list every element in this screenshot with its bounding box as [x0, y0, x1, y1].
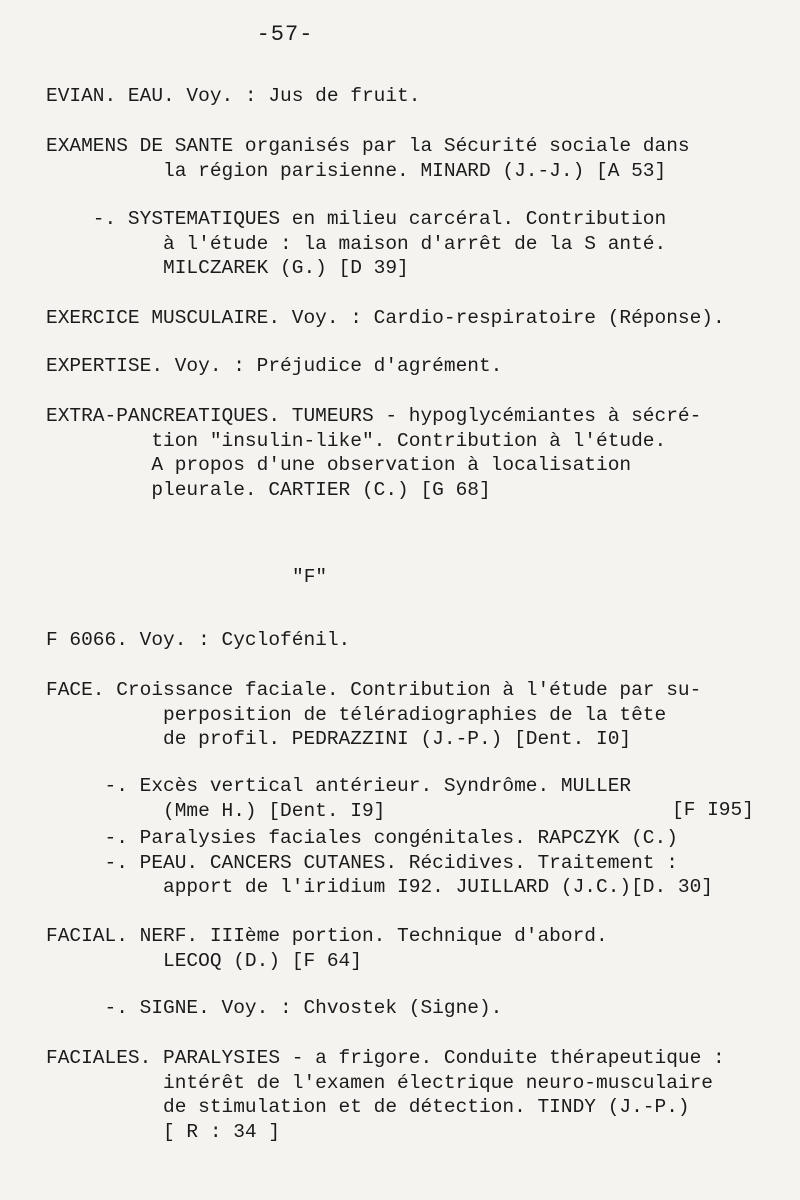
section-letter: "F": [292, 566, 328, 588]
index-entry-signe: -. SIGNE. Voy. : Chvostek (Signe).: [46, 997, 503, 1019]
index-entry-paralysies-peau: -. Paralysies faciales congénitales. RAPCZYK (C.) -. PEAU. CANCERS CUTANES. Récidives. Traitement : apport de l'iridium I92. JUILLARD (J.C.)[D. 30]: [46, 827, 714, 898]
index-entry-expertise: EXPERTISE. Voy. : Préjudice d'agrément.: [46, 355, 503, 377]
index-entry-examens: EXAMENS DE SANTE organisés par la Sécurité sociale dans la région parisienne. MINARD (J.-J.) [A 53]: [46, 135, 690, 182]
reference-muller: [F I95]: [672, 799, 754, 821]
index-entry-f6066: F 6066. Voy. : Cyclofénil.: [46, 629, 351, 651]
index-entry-faciales-paralysies: FACIALES. PARALYSIES - a frigore. Conduite thérapeutique : intérêt de l'examen électrique neuro-musculaire de stimulation et de détection. TINDY (J.-P.) [ R : 34 ]: [46, 1047, 725, 1143]
page-number: -57-: [256, 22, 314, 47]
index-entry-facial-nerf: FACIAL. NERF. IIIème portion. Technique d'abord. LECOQ (D.) [F 64]: [46, 925, 608, 972]
index-entry-exces-vertical: -. Excès vertical antérieur. Syndrôme. MULLER (Mme H.) [Dent. I9]: [46, 775, 632, 822]
index-entry-exercice: EXERCICE MUSCULAIRE. Voy. : Cardio-respiratoire (Réponse).: [46, 307, 725, 329]
index-entry-face: FACE. Croissance faciale. Contribution à l'étude par su- perposition de téléradiographies de la tête de profil. PEDRAZZINI (J.-P.) [Dent. I0]: [46, 679, 702, 750]
index-entry-systematiques: -. SYSTEMATIQUES en milieu carcéral. Contribution à l'étude : la maison d'arrêt de la S anté. MILCZAREK (G.) [D 39]: [46, 208, 667, 279]
index-entry-evian: EVIAN. EAU. Voy. : Jus de fruit.: [46, 85, 421, 107]
index-entry-extra-pancreatiques: EXTRA-PANCREATIQUES. TUMEURS - hypoglycémiantes à sécré- tion "insulin-like". Contribution à l'étude. A propos d'une observation à localisation pleurale. CARTIER (C.) [G 68]: [46, 405, 702, 501]
